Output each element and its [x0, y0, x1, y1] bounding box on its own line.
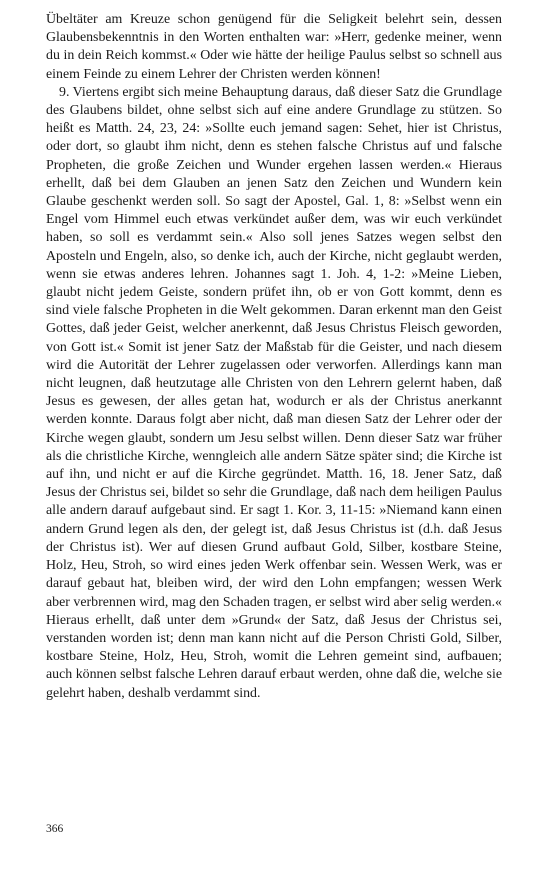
page-number: 366	[46, 823, 64, 835]
paragraph-continuation: Übeltäter am Kreuze schon genügend für die Seligkeit belehrt sein, dessen Glaubensbekenntnis in den Worten enthalten war: »Herr, gedenke meiner, wenn du in dein Reich kommst.« Oder wie hätte der heilige Paulus selbst so schnell aus einem Feinde zu einem Lehrer der Christen werden können!	[46, 12, 502, 82]
body-text	[46, 11, 502, 703]
paragraph-section-9: 9. Viertens ergibt sich meine Behauptung daraus, daß dieser Satz die Grundlage des Glaubens bildet, ohne selbst sich auf eine andere Grundlage zu stützen. So heißt es Matth. 24, 23, 24: »Sollte euch jemand sagen: Sehet, hier ist Christus, oder dort, so glaubt ihm nicht, denn es stehen falsche Christus auf und falsche Propheten, die große Zeichen und Wunder ergehen lassen werden.« Hieraus erhellt, daß bei dem Glauben an jenen Satz den Zeichen und Wundern kein Glaube geschenkt werden soll. So sagt der Apostel, Gal. 1, 8: »Selbst wenn ein Engel vom Himmel euch etwas verkündet außer dem, was wir euch verkündet haben, so soll es verdammt sein.« Also soll jenes Satzes wegen selbst den Aposteln und Engeln, also, so denke ich, auch der Kirche, nicht geglaubt werden, wenn sie etwas anderes lehren. Johannes sagt 1. Joh. 4, 1-2: »Meine Lieben, glaubt nicht jedem Geiste, sondern prüfet ihn, ob er von Gott kommt, denn es sind viele falsche Propheten in die Welt gekommen. Daran erkennt man den Geist Gottes, daß jeder Geist, welcher anerkennt, daß Jesus Christus Fleisch geworden, von Gott ist.« Somit ist jener Satz der Maßstab für die Geister, und nach diesem wird die Autorität der Lehrer zugelassen oder verworfen. Allerdings kann man nicht leugnen, daß heutzutage alle Christen von den Lehrern gelernt haben, daß Jesus es gewesen, der alles getan hat, wodurch er als der Christus anerkannt werden konnte. Daraus folgt aber nicht, daß man diesen Satz der Lehrer oder der Kirche wegen glaubt, sondern um Jesu selbst willen. Denn dieser Satz war früher als die christliche Kirche, wenngleich alle andern Sätze später sind; die Kirche ist auf ihn, und nicht er auf die Kirche gegründet. Matth. 16, 18. Jener Satz, daß Jesus der Christus sei, bildet so sehr die Grundlage, daß nach dem heiligen Paulus alle andern darauf aufgebaut sind. Er sagt 1. Kor. 3, 11-15: »Niemand kann einen andern Grund legen als den, der gelegt ist, daß Jesus Christus ist (d.h. daß Jesus der Christus ist). Wer auf diesen Grund aufbaut Gold, Silber, kostbare Steine, Holz, Heu, Stroh, so wird eines jeden Werk offenbar sein. Wessen Werk, was er darauf gebaut hat, bleiben wird, der wird den Lohn empfangen; wessen Werk aber verbrennen wird, mag den Schaden tragen, er selbst wird aber selig werden.« Hieraus erhellt, daß unter dem »Grund« der Satz, daß Jesus der Christus sei, verstanden worden ist; denn man kann nicht auf die Person Christi Gold, Silber, kostbare Steine, Holz, Heu, Stroh, womit die Lehren gemeint sind, aufbauen; auch können selbst falsche Lehren darauf erbaut werden, ohne daß die, welche sie gelehrt haben, deshalb verdammt sind.	[46, 84, 502, 701]
